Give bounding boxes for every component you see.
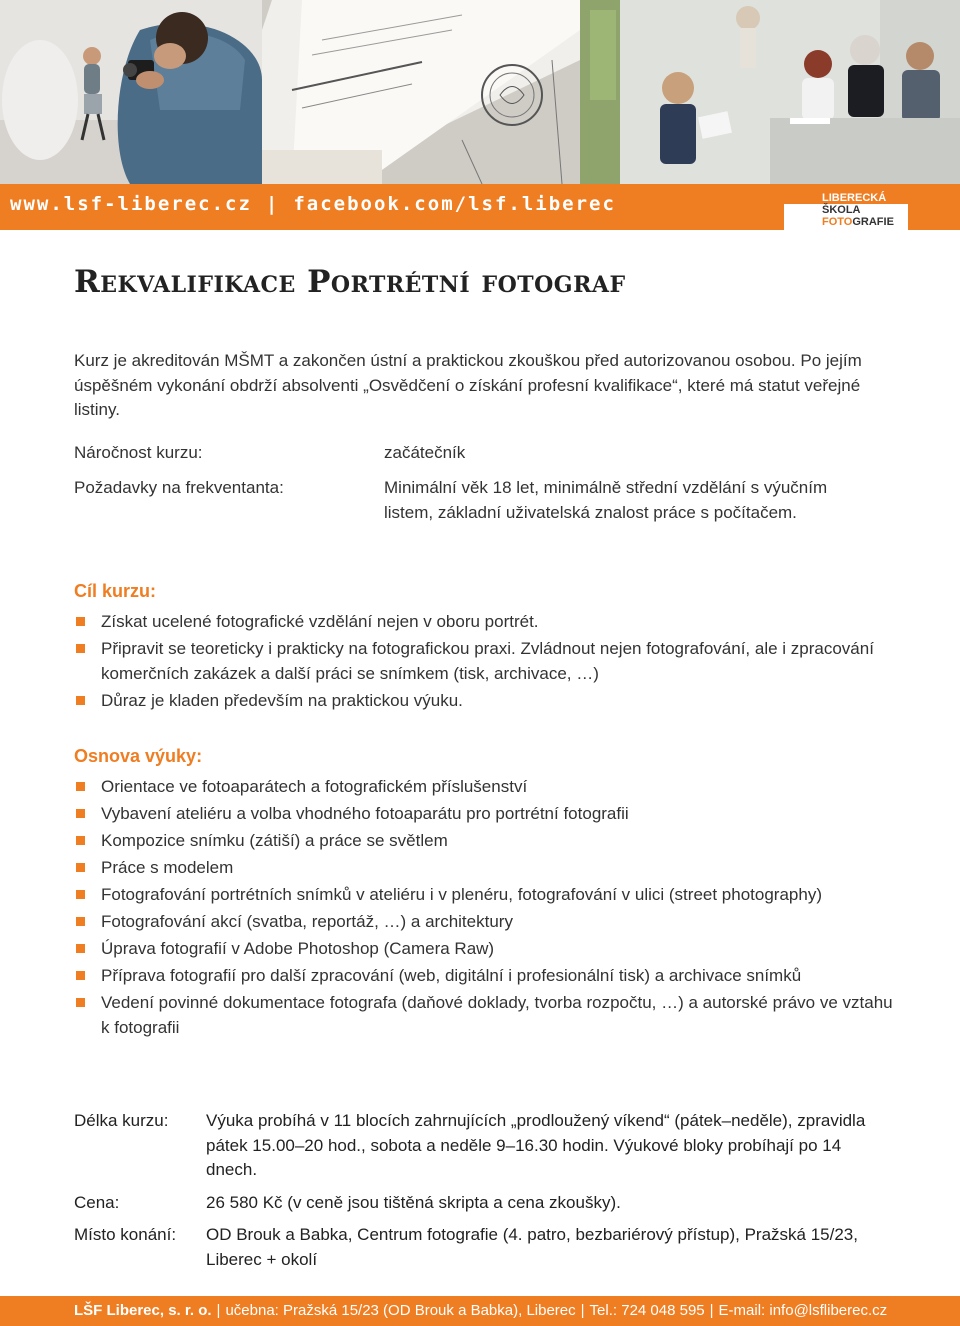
list-item xyxy=(74,855,904,880)
list-item xyxy=(74,828,904,853)
square-bullet-icon xyxy=(76,809,85,818)
logo-line-3 xyxy=(822,216,894,228)
fact-row xyxy=(74,1223,904,1272)
header-links xyxy=(10,193,616,215)
list-item-text: Úprava fotografií v Adobe Photoshop (Camera Raw) xyxy=(101,939,495,958)
list-item xyxy=(74,801,904,826)
list-item-text: Vybavení ateliéru a volba vhodného fotoaparátu pro portrétní fotografii xyxy=(101,804,629,823)
list-item xyxy=(74,636,904,686)
page-title: Rekvalifikace Portrétní fotograf xyxy=(74,264,626,300)
logo-line-1: LIBERECKÁ xyxy=(822,192,887,204)
square-bullet-icon xyxy=(76,644,85,653)
list-item xyxy=(74,909,904,934)
list-item-text: Vedení povinné dokumentace fotografa (daňové doklady, tvorba rozpočtu, …) a autorské právo ve vztahu k fotografii xyxy=(101,993,893,1037)
facebook-link[interactable]: facebook.com/lsf.liberec xyxy=(293,193,616,215)
footer-separator: | xyxy=(580,1302,585,1319)
fact-row xyxy=(74,1191,904,1216)
footer-email[interactable]: E-mail: info@lsfliberec.cz xyxy=(718,1302,888,1319)
venue-label: Místo konání: xyxy=(74,1225,177,1244)
list-item-text: Fotografování portrétních snímků v ateliéru i v plenéru, fotografování v ulici (street photography) xyxy=(101,885,822,904)
certificate-document-photo xyxy=(262,0,580,184)
requirement-row xyxy=(74,440,894,465)
studio-photographer-photo xyxy=(0,0,262,184)
fact-row xyxy=(74,1109,904,1183)
square-bullet-icon xyxy=(76,782,85,791)
prerequisites-label: Požadavky na frekventanta: xyxy=(74,478,284,497)
logo-line-3-prefix: FOTO xyxy=(822,216,853,228)
requirements-table xyxy=(74,440,894,535)
footer-company: LŠF Liberec, s. r. o. xyxy=(74,1302,212,1319)
list-item-text: Připravit se teoreticky i prakticky na fotografickou praxi. Zvládnout nejen fotografování, ale i zpracování komerčních zakázek a další práci se snímkem (tisk, archivace, …) xyxy=(101,639,874,683)
lsf-logo xyxy=(784,184,908,230)
square-bullet-icon xyxy=(76,944,85,953)
duration-value: Výuka probíhá v 11 blocích zahrnujících „prodloužený víkend“ (pátek–neděle), zpravidla pátek 15.00–20 hod., sobota a neděle 9–16.30 hodin. Výukové bloky probíhají po 14 dnech. xyxy=(206,1111,866,1179)
square-bullet-icon xyxy=(76,696,85,705)
goal-heading: Cíl kurzu: xyxy=(74,581,157,601)
square-bullet-icon xyxy=(76,617,85,626)
footer-separator: | xyxy=(709,1302,714,1319)
exam-committee-photo xyxy=(580,0,960,184)
difficulty-label: Náročnost kurzu: xyxy=(74,443,203,462)
square-bullet-icon xyxy=(76,836,85,845)
price-label: Cena: xyxy=(74,1192,120,1212)
website-link[interactable]: www.lsf-liberec.cz xyxy=(10,193,252,215)
list-item-text: Práce s modelem xyxy=(101,858,234,877)
square-bullet-icon xyxy=(76,890,85,899)
list-item-text: Orientace ve fotoaparátech a fotografickém příslušenství xyxy=(101,777,528,796)
link-separator: | xyxy=(265,193,280,215)
prerequisites-value: Minimální věk 18 let, minimálně střední vzdělání s výučním listem, základní uživatelská znalost práce s počítačem. xyxy=(384,478,828,522)
goal-list xyxy=(74,609,904,715)
logo-line-3-suffix: GRAFIE xyxy=(852,216,894,228)
price-value: 26 580 Kč (v ceně jsou tištěná skripta a cena zkoušky). xyxy=(206,1192,621,1212)
list-item xyxy=(74,688,904,713)
list-item-text: Příprava fotografií pro další zpracování (web, digitální i profesionální tisk) a archivace snímků xyxy=(101,966,802,985)
requirement-row xyxy=(74,475,894,525)
list-item xyxy=(74,774,904,799)
logo-wordmark xyxy=(822,192,894,228)
list-item-text: Získat ucelené fotografické vzdělání nejen v oboru portrét. xyxy=(101,612,539,631)
venue-value: OD Brouk a Babka, Centrum fotografie (4. patro, bezbariérový přístup), Pražská 15/23, Liberec + okolí xyxy=(206,1225,858,1269)
footer-phone[interactable]: Tel.: 724 048 595 xyxy=(589,1302,705,1319)
square-bullet-icon xyxy=(76,863,85,872)
list-item xyxy=(74,609,904,634)
list-item xyxy=(74,963,904,988)
list-item xyxy=(74,990,904,1040)
photo-strip xyxy=(0,0,960,184)
list-item xyxy=(74,882,904,907)
square-bullet-icon xyxy=(76,917,85,926)
footer-separator: | xyxy=(216,1302,221,1319)
footer-address: učebna: Pražská 15/23 (OD Brouk a Babka), Liberec xyxy=(225,1302,576,1319)
list-item-text: Důraz je kladen především na praktickou výuku. xyxy=(101,691,463,710)
duration-label: Délka kurzu: xyxy=(74,1111,169,1130)
footer-bar xyxy=(0,1296,960,1326)
footer-contact xyxy=(74,1302,887,1319)
intro-paragraph: Kurz je akreditován MŠMT a zakončen ústní a praktickou zkouškou před autorizovanou osobou. Po jejím úspěšném vykonání obdrží absolventi „Osvědčení o získání profesní kvalifikace“, které má statut veřejné listiny. xyxy=(74,351,862,419)
syllabus-list xyxy=(74,774,904,1042)
logo-line-2: ŠKOLA xyxy=(822,204,861,216)
square-bullet-icon xyxy=(76,998,85,1007)
list-item-text: Fotografování akcí (svatba, reportáž, …) a architektury xyxy=(101,912,513,931)
difficulty-value: začátečník xyxy=(384,443,466,462)
list-item xyxy=(74,936,904,961)
syllabus-heading: Osnova výuky: xyxy=(74,746,203,766)
logo-abbr: LSF xyxy=(784,207,823,232)
course-facts xyxy=(74,1109,904,1280)
list-item-text: Kompozice snímku (zátiší) a práce se světlem xyxy=(101,831,448,850)
square-bullet-icon xyxy=(76,971,85,980)
